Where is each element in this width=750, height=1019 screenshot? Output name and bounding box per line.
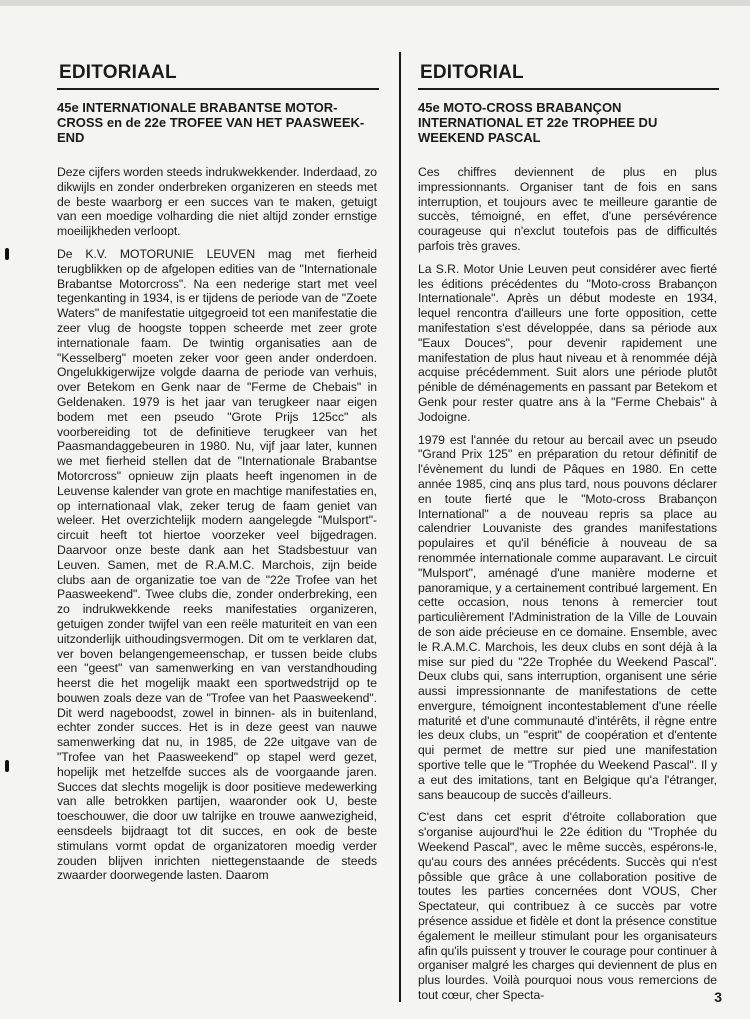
dutch-paragraph: Deze cijfers worden steeds indrukwekkender. Inderdaad, zo dikwijls en zonder onderbreken organizeren en steeds met de beste waarborg er een succes van te maken, getuigt van een moedige volharding die niet altijd zonder ernstige moeilijkheden verloopt. [57,165,377,239]
dutch-editorial-title: EDITORIAAL [57,58,379,90]
page-top-edge [0,0,750,6]
page-number: 3 [714,989,722,1005]
dutch-paragraph: De K.V. MOTORUNIE LEUVEN mag met fierheid terugblikken op de afgelopen edities van de "Internationale Brabantse Motorcross". Na een nederige start met veel tegenkanting in 1934, is er tijdens de periode van de "Zoete Waters" de manifestatie uitgegroeid tot een manifestatie die zeer vlug de hoogste toppen scheerde met zeer grote internationale faam. De twintig organisaties aan de "Kesselberg" moeten zeker voor geen ander onderdoen. Ongelukkigerwijze volgde daarna de periode van verhuis, over Betekom en Genk naar de "Ferme de Chebais" in Geldenaken. 1979 is het jaar van terugkeer naar eigen bodem met een pseudo "Grote Prijs 125cc" als voorbereiding tot de definitieve terugkeer van het Paasmandaggebeuren in 1980. Nu, vijf jaar later, kunnen we met fierheid stellen dat de "Internationale Brabantse Motorcross" opnieuw zijn plaats heeft ingenomen in de Leuvense kalender van grote en machtige manifestaties en, op internationaal vlak, zeker terug de faam geniet van weleer. Het overzichtelijk modern aangelegde "Mulsport"-circuit heeft tot hiertoe voorzeker veel bijgedragen. Daarvoor onze beste dank aan het Stadsbestuur van Leuven. Samen, met de R.A.M.C. Marchois, zijn beide clubs aan de organizatie toe van de "22e Trofee van het Paasweekend". Twee clubs die, zonder onderbreking, een zo indrukwekkende reeks manifestaties organizeren, getuigen zonder twijfel van een reële maturiteit en van een uitzonderlijk uithoudingsvermogen. Dit om te verklaren dat, ver boven belangengemeenschap, er tussen beide clubs een "geest" van samenwerking en van verstandhouding heerst die het mogelijk maakt een sportwedstrijd op te bouwen zoals deze van de "Trofee van het Paasweekend". Dit werd nageboodst, zowel in binnen- als in buitenland, echter zonder succes. Het is in deze geest van nauwe samenwerking dat nu, in 1985, de 22e uitgave van de "Trofee van het Paasweekend" op stapel werd gezet, hopelijk met hetzelfde succes als de voorgaande jaren. Succes dat slechts mogelijk is door positieve medewerking van alle betrokken partijen, waaronder ook U, beste toeschouwer, die door uw talrijke en trouwe aanwezigheid, eensdeels bijdraagt tot dit succes, en ook de beste stimulans vormt opdat de organizatoren moedig verder zouden blijven inrichten niettegenstaande de steeds zwaarder doorwegende lasten. Daarom [57,246,377,883]
french-paragraph: Ces chiffres deviennent de plus en plus impressionnants. Organiser tant de fois en sans interruption, et toujours avec te meilleure garantie de succès, témoigné, en effet, d'une persévérence courageuse qui n'exclut toutefois pas de difficultés parfois très graves. [418,165,717,253]
binding-hole-mark [5,248,9,260]
french-editorial-subtitle: 45e MOTO-CROSS BRABANÇON INTERNATIONAL ET 22e TROPHEE DU WEEKEND PASCAL [418,100,658,145]
french-paragraph: C'est dans cet esprit d'étroite collaboration que s'organise aujourd'hui le 22e édition du "Trophée du Weekend Pascal", avec le même succès, espérons-le, qu'au cours des années précédents. Succès qui n'est pôssible que grâce à une collaboration positive de toutes les parties concernées dont VOUS, Cher Spectateur, qui contribuez à ce succès par votre présence assidue et fidèle et dont la présence constitue également le meilleur stimulant pour les organisateurs afin qu'ils puissent y trouver le courage pour continuer à organiser malgré les charges qui deviennent de plus en plus lourdes. Voilà pourquoi nous vous remercions de tout cœur, cher Specta- [418,810,717,1003]
french-paragraph: La S.R. Motor Unie Leuven peut considérer avec fierté les éditions précédentes du "Moto-cross Brabançon Internationale". Après un début modeste en 1934, lequel rencontra d'ailleurs une forte opposition, cette manifestation s'est développée, dans sa période aux "Eaux Douces", pour devenir rapidement une manifestation de plus haut niveau et à renommée déjà acquise précédemment. Suit alors une période plutôt pénible de déménagements en passant par Betekom et Genk pour rester quatre ans à la "Ferme Chebais" à Jodoigne. [418,261,717,424]
french-editorial-title: EDITORIAL [418,58,719,90]
binding-hole-mark [5,760,9,772]
french-editorial-column [418,58,717,1011]
french-paragraph: 1979 est l'année du retour au bercail avec un pseudo "Grand Prix 125" en préparation du retour définitif de l'évènement du lundi de Pâques en 1980. En cette année 1985, cinq ans plus tard, nous pouvons déclarer en toute fierté que le "Moto-cross Brabançon International" a de nouveau repris sa place au calendrier Louvaniste des grandes manifestations populaires et qu'il bénéficie à nouveau de sa renommée internationale comme auparavant. Le circuit "Mulsport", aménagé d'une manière moderne et panoramique, y a certainement contribué largement. En cette occasion, nous tenons à remercier tout particulièrement l'Administration de la Ville de Louvain de son aide précieuse en ce domaine. Ensemble, avec le R.A.M.C. Marchois, les deux clubs en sont déjà à la mise sur pied du "22e Trophée du Weekend Pascal". Deux clubs qui, sans interruption, organisent une série aussi impressionnante de manifestations de cette envergure, témoignent incontestablement d'une réelle maturité et d'une communauté d'intérêts, il règne entre les deux clubs, un "esprit" de coopération et d'entente qui permet de mettre sur pied une manifestation sportive telle que le "Trophée du Weekend Pascal". Il y a eut des imitations, tant en Belgique qu'a l'étranger, sans beaucoup de succès d'ailleurs. [418,432,717,802]
column-divider [399,52,401,1002]
dutch-editorial-subtitle: 45e INTERNATIONALE BRABANTSE MOTOR-CROSS en de 22e TROFEE VAN HET PAASWEEK-END [57,100,365,145]
dutch-editorial-column [57,58,377,891]
